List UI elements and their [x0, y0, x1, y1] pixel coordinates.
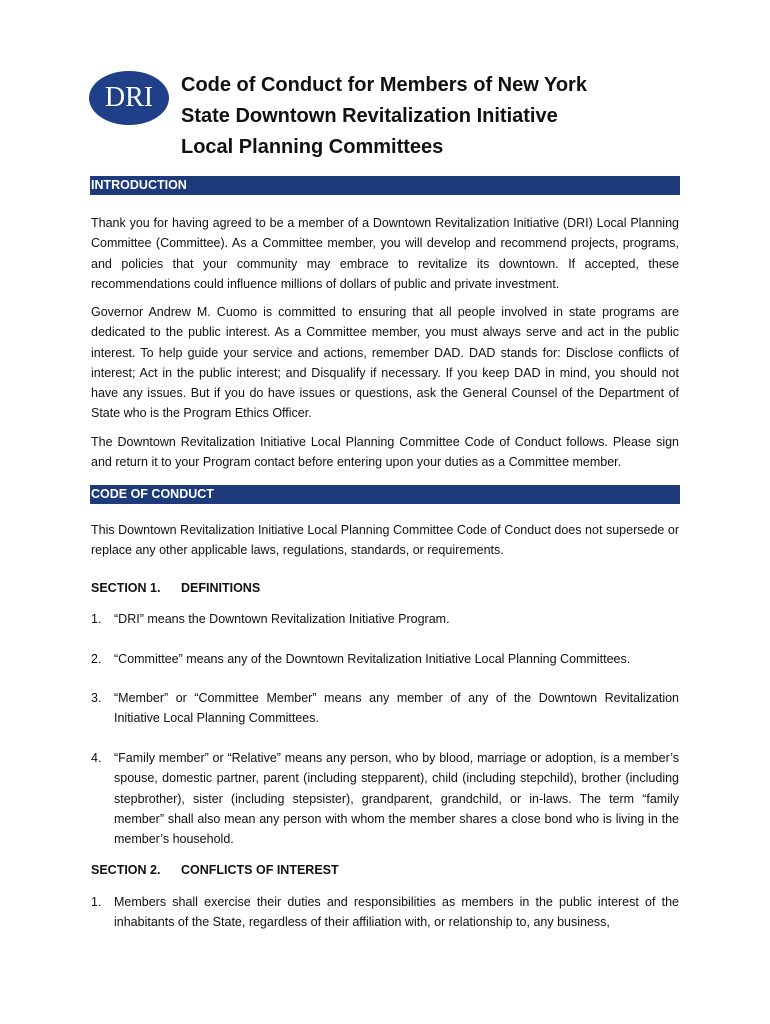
list-item	[91, 609, 679, 629]
list-item	[91, 748, 679, 849]
item-text: “Family member” or “Relative” means any person, who by blood, marriage or adoption, is a member’s spouse, domestic partner, parent (including stepparent), child (including stepchild), brother (including stepbrother), sister (including stepsister), grandparent, grandchild, or in-laws. The term “family member” shall also mean any person with whom the member shares a close bond who is living in the member’s household.	[114, 751, 679, 847]
item-text: “Committee” means any of the Downtown Revitalization Initiative Local Planning Committees.	[114, 652, 631, 666]
title-line: State Downtown Revitalization Initiative	[181, 105, 558, 127]
list-item	[91, 649, 679, 669]
item-number: 1.	[91, 895, 102, 909]
item-text: “DRI” means the Downtown Revitalization Initiative Program.	[114, 612, 450, 626]
list-item	[91, 892, 679, 933]
list-item	[91, 688, 679, 729]
intro-paragraph: The Downtown Revitalization Initiative Local Planning Committee Code of Conduct follows. Please sign and return it to your Program contact before entering upon your duties as a Committee member.	[91, 435, 679, 470]
logo-text: DRI	[104, 82, 154, 113]
title-line: Local Planning Committees	[181, 136, 444, 158]
introduction-heading: INTRODUCTION	[90, 176, 680, 195]
page-title	[181, 70, 661, 163]
section-2-heading	[91, 863, 339, 877]
item-text: Members shall exercise their duties and responsibilities as members in the public interest of the inhabitants of the State, regardless of their affiliation with, or relationship to, any business,	[114, 895, 679, 930]
item-number: 4.	[91, 751, 102, 765]
item-number: 2.	[91, 652, 102, 666]
section-title: DEFINITIONS	[181, 581, 261, 595]
section-number: SECTION 1.	[91, 581, 161, 595]
section-title: CONFLICTS OF INTEREST	[181, 863, 339, 877]
section-1-heading	[91, 581, 260, 595]
item-number: 1.	[91, 612, 102, 626]
item-text: “Member” or “Committee Member” means any member of any of the Downtown Revitalization Initiative Local Planning Committees.	[114, 691, 679, 726]
section-number: SECTION 2.	[91, 863, 161, 877]
dri-logo	[89, 71, 169, 125]
item-number: 3.	[91, 691, 102, 705]
code-of-conduct-heading: CODE OF CONDUCT	[90, 485, 680, 504]
code-paragraph: This Downtown Revitalization Initiative Local Planning Committee Code of Conduct does not supersede or replace any other applicable laws, regulations, standards, or requirements.	[91, 523, 679, 558]
intro-paragraph: Thank you for having agreed to be a member of a Downtown Revitalization Initiative (DRI) Local Planning Committee (Committee). As a Committee member, you will develop and recommend projects, programs, and policies that your community may embrace to revitalize its downtown. If accepted, these recommendations could influence millions of dollars of public and private investment.	[91, 216, 679, 291]
intro-paragraph: Governor Andrew M. Cuomo is committed to ensuring that all people involved in state programs are dedicated to the public interest. As a Committee member, you must always serve and act in the public interest. To help guide your service and actions, remember DAD. DAD stands for: Disclose conflicts of interest; Act in the public interest; and Disqualify if necessary. If you keep DAD in mind, you should not have any issues. But if you do have issues or questions, ask the General Counsel of the Department of State who is the Program Ethics Officer.	[91, 305, 679, 421]
title-line: Code of Conduct for Members of New York	[181, 74, 587, 96]
